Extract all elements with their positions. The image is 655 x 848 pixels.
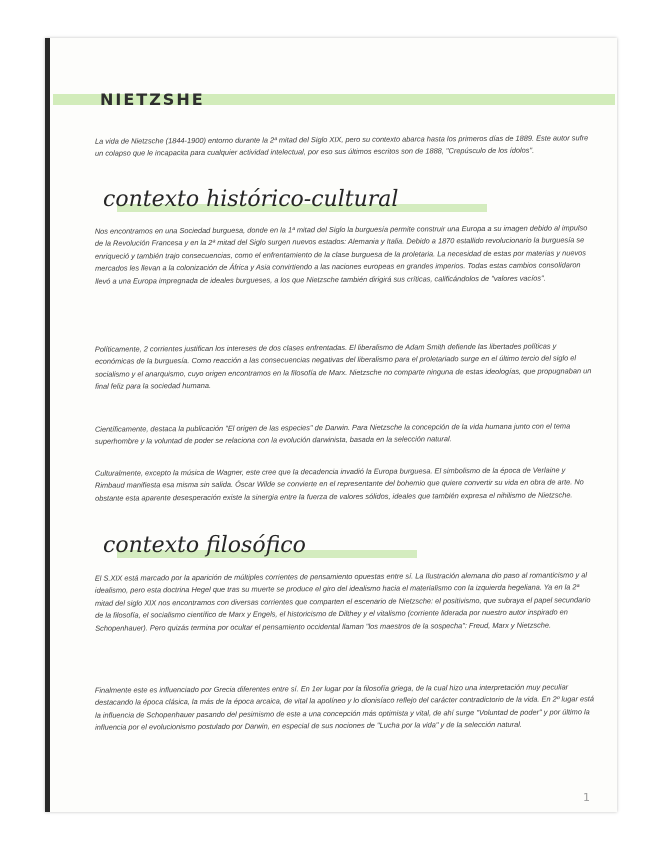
page-binding-edge <box>45 38 50 812</box>
section-historico-cultural-header <box>103 187 398 217</box>
historical-paragraph-politics: Políticamente, 2 corrientes justifican los intereses de dos clases enfrentadas. El liberalismo de Adam Smith defiende las libertades políticas y económicas de la burguesía. Como reacción a las consecuencias negativas del liberalismo para el proletariado surge en el último tercio del siglo el socialismo y el anarquismo, cuyo origen encontramos en la filosofía de Marx. Nietzsche no comparte ninguna de estas ideologías, que propugnaban un final feliz para la sociedad humana. <box>94 341 592 391</box>
section-heading: contexto histórico-cultural <box>103 187 399 212</box>
section-heading: contexto filosófico <box>103 533 306 558</box>
philosophical-paragraph-currents: El S.XIX está marcado por la aparición de múltiples corrientes de pensamiento opuestas entre sí. La Ilustración alemana dio paso al romanticismo y al idealismo, pero esta doctrina Hegel que tras su muerte se produce el giro del idealismo hacia el materialismo con la izquierda hegeliana. Ya en la 2ª mitad del siglo XIX nos encontramos con diversas corrientes que comparten el escenario de Nietzsche: el positivismo, que subraya el papel secundario de la filosofía, el socialismo científico de Marx y Engels, el historicismo de Dilthey y el vitalismo (corriente liderada por nuestro autor inspirado en Schopenhauer). Pero quizás termina por ocultar el pensamiento occidental llaman "los maestros de la sospecha": Freud, Marx y Nietzsche. <box>94 570 591 633</box>
page-corner-mark: 1 <box>583 791 590 804</box>
intro-paragraph: La vida de Nietzsche (1844-1900) entorno durante la 2ª mitad del Siglo XIX, pero su contexto abarca hasta los primeros días de 1889. Este autor sufre un colapso que le incapacita para cualquier actividad intelectual, por eso sus últimos escritos son de 1888, "Crepúsculo de los ídolos". <box>94 133 589 159</box>
philosophical-paragraph-influences: Finalmente este es influenciado por Grecia diferentes entre sí. En 1er lugar por la filosofía griega, de la cual hizo una interpretación muy peculiar destacando la época clásica, la más de la época arcaica, de vital la apolíneo y lo dionisíaco reflejo del carácter contradictorio de la vida. En 2º lugar está la influencia de Schopenhauer pasando del pesimismo de este a una concepción más optimista y vital, de ahí surge "Voluntad de poder" y por último la influencia por el evolucionismo postulado por Darwin, en especial de sus nociones de "Lucha por la vida" y de la selección natural. <box>94 682 594 732</box>
page-title: NIETZSHE <box>100 90 205 109</box>
historical-paragraph-culture: Culturalmente, excepto la música de Wagner, este cree que la decadencia invadió la Europa burguesa. El simbolismo de la época de Verlaine y Rimbaud manifiesta esa misma sin salida. Óscar Wilde se convierte en el representante del bohemio que quiere convertir su vida en obra de arte. No obstante esta aparente desesperación existe la sinergia entre la fuerza de valores sólidos, ideales que también expresa el nihilismo de Nietzsche. <box>94 465 584 503</box>
historical-paragraph-society: Nos encontramos en una Sociedad burguesa, donde en la 1ª mitad del Siglo la burguesía permite construir una Europa a su imagen debido al impulso de la Revolución Francesa y en la 2ª mitad del Siglo surgen nuevos estados: Alemania y Italia. Debido a 1870 estallido revolucionario la burguesía se enriqueció y también trajo consecuencias, como el enfrentamiento de la clase burguesa de la proletaria. La necesidad de estas por materias y nuevos mercados les llevan a la colonización de África y Asia convirtiendo a las naciones europeas en grandes imperios. Todas estas cambios consolidaron llevó a una Europa impregnada de ideales burgueses, a los que Nietzsche también dirigirá sus críticas, calificándolos de "valores vacíos". <box>94 223 588 286</box>
notebook-page <box>45 38 617 812</box>
historical-paragraph-science: Científicamente, destaca la publicación "El origen de las especies" de Darwin. Para Nietzsche la concepción de la vida humana junto con el tema superhombre y la voluntad de poder se relaciona con la evolución darwinista, basada en la selección natural. <box>94 421 571 447</box>
section-filosofico-header <box>103 533 306 563</box>
